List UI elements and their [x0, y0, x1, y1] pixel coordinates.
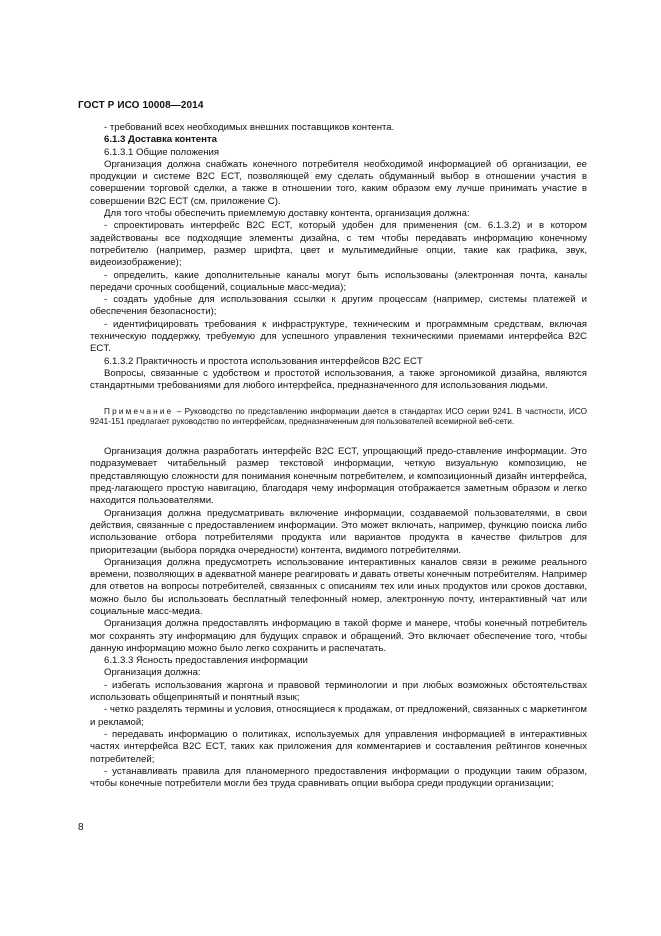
- list-item: - четко разделять термины и условия, относящиеся к продажам, от предложений, связанных с маркетингом и рекламой;: [90, 704, 587, 728]
- list-item: - устанавливать правила для планомерного предоставления информации о продукции таким образом, чтобы конечные потребители могли без труда сравнивать опции выбора среди продукции организации;: [90, 765, 587, 790]
- paragraph: Организация должна предоставлять информацию в такой форме и манере, чтобы конечный потребитель мог сохранять эту информацию для будущих справок и обращений. Это включает обеспечение того, чтобы данную информацию можно было легко сохранить и распечатать.: [90, 618, 587, 654]
- subsection-heading-6-1-3-2: 6.1.3.2 Практичность и простота использования интерфейсов B2C ECT: [104, 355, 423, 367]
- list-item: - избегать использования жаргона и правовой терминологии и при любых возможных обстоятельствах использовать общепринятый и понятный язык;: [90, 679, 587, 704]
- paragraph: - требований всех необходимых внешних поставщиков контента.: [104, 122, 395, 133]
- paragraph: Организация должна предусмотреть использование интерактивных каналов связи в режиме реального времени, позволяющих в адекватной манере реагировать и давать ответы конечным потребителям. Например для ответов на вопросы потребителей, связанных с описаниям тех или иных продуктов или сроков доставки, можно было бы использовать бесплатный телефонный номер, электронную почту, интерактивный чат или социальные масс-медиа.: [90, 556, 587, 617]
- list-item: - идентифицировать требования к инфраструктуре, техническим и программным средствам, включая техническую поддержку, требуемую для успешного управления техническими приемами интерфейса B2C ECT.: [90, 318, 587, 355]
- note: [90, 407, 587, 429]
- paragraph: Организация должна снабжать конечного потребителя необходимой информацией об организации, ее продукции и системе B2C ECT, позволяющей ему сделать обдуманный выбор в отношении участия в совершении торговой сделки, а также в отношении того, каким образом ему лучше принимать участие в совершении B2C ECT (см. приложение С).: [90, 158, 587, 207]
- note-text: – Руководство по представлению информации дается в стандартах ИСО серии 9241. В частности, ИСО 9241-151 предлагает руководство по интерфейсам, предназначенным для пользователей всемирной веб-сети.: [90, 406, 587, 427]
- note-label: Примечание: [104, 406, 174, 416]
- section-heading-6-1-3: 6.1.3 Доставка контента: [104, 134, 217, 146]
- document-body: [90, 122, 587, 790]
- subsection-heading-6-1-3-3: 6.1.3.3 Ясность предоставления информации: [104, 655, 308, 667]
- list-item: - передавать информацию о политиках, используемых для управления информацией в интерактивных частях интерфейса B2C ECT, таких как приложения для комментариев и составления рейтингов конечных потребителей;: [90, 728, 587, 765]
- paragraph: Организация должна разработать интерфейс B2C ECT, упрощающий предо-ставление информации. Это подразумевает читабельный размер текстовой информации, четкую визуальную композицию, не представляющую сложности для понимания конечным потребителем, и композиционный дизайн интерфейса, пред-лагающего простую навигацию, благодаря чему информация отображается заметным образом и легко находится пользователями.: [90, 446, 587, 507]
- page-number: 8: [78, 822, 84, 833]
- paragraph: Вопросы, связанные с удобством и простотой использования, а также эргономикой дизайна, являются стандартными требованиями для любого интерфейса, предназначенного для использования людьми.: [90, 367, 587, 392]
- paragraph: Организация должна:: [104, 667, 201, 679]
- list-item: - создать удобные для использования ссылки к другим процессам (например, системы платежей и обеспечения безопасности);: [90, 294, 587, 318]
- paragraph: Организация должна предусматривать включение информации, создаваемой пользователями, в свои действия, связанные с предоставлением информации. Это может включать, например, функцию поиска либо использование отбора потребителями продукта или вариантов продукта в качестве фильтров для приоритезации (выбора порядка очередности) контента, видимого потребителями.: [90, 507, 587, 556]
- list-item: - спроектировать интерфейс B2C ECT, который удобен для применения (см. 6.1.3.2) и в котором задействованы все подходящие элементы дизайна, с тем чтобы передавать информацию конечному потребителю (например, размер шрифта, цвет и мультимедийные опции, такие как графика, звук, видеоизображение);: [90, 220, 587, 269]
- list-item: - определить, какие дополнительные каналы могут быть использованы (электронная почта, каналы передачи срочных сообщений, социальные масс-медиа);: [90, 269, 587, 293]
- document-header: ГОСТ Р ИСО 10008—2014: [78, 100, 204, 111]
- paragraph: Для того чтобы обеспечить приемлемую доставку контента, организация должна:: [104, 208, 470, 220]
- subsection-heading-6-1-3-1: 6.1.3.1 Общие положения: [104, 146, 220, 158]
